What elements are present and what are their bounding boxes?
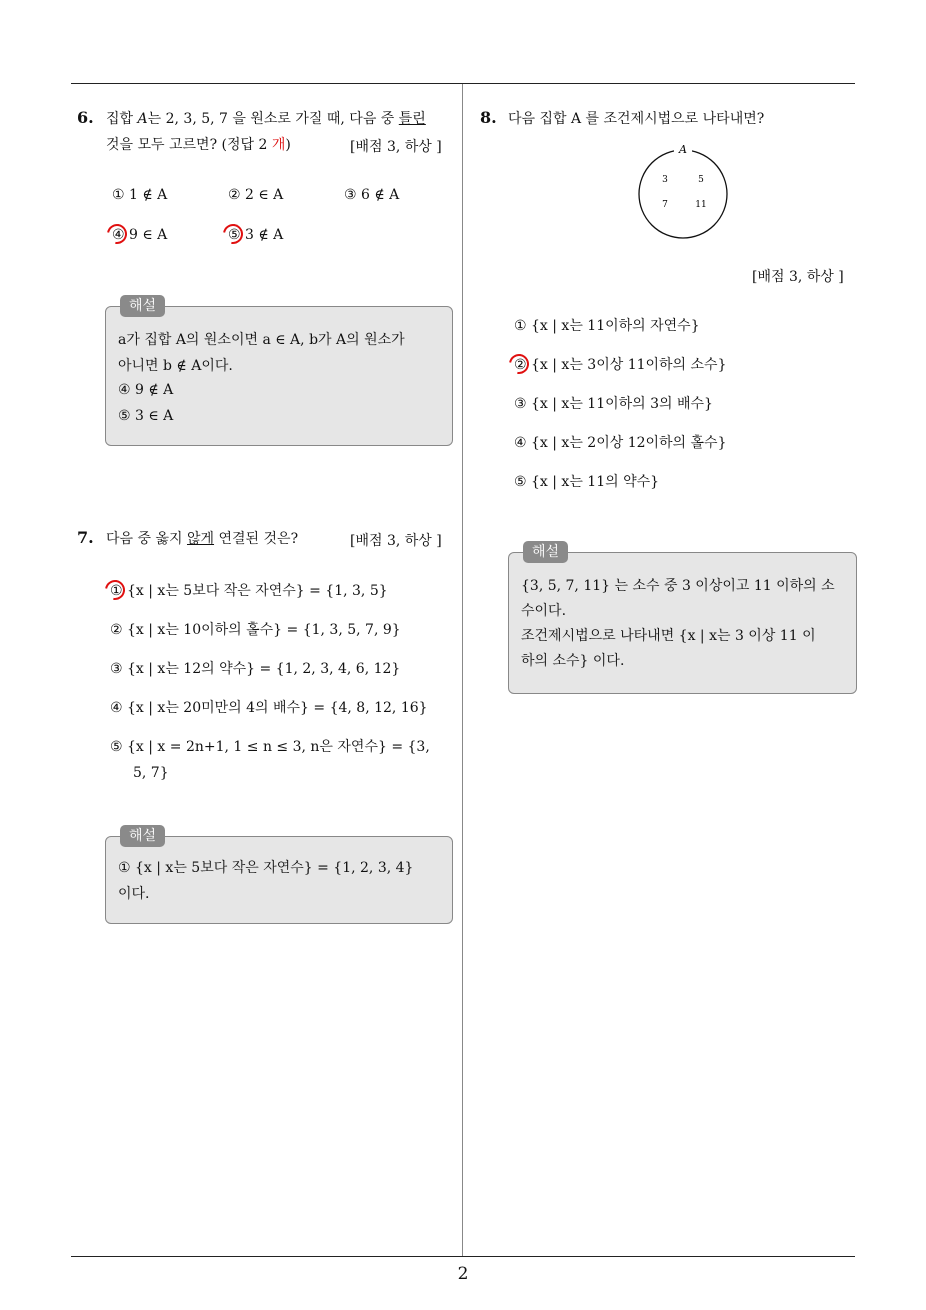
score-label: [배점 3, 하상 ] xyxy=(752,269,844,285)
choice-4[interactable]: ④ {x | x는 20미만의 4의 배수} = {4, 8, 12, 16} xyxy=(110,700,428,716)
choice-2[interactable]: ② {x | x는 3이상 11이하의 소수} xyxy=(514,357,727,373)
choice-4[interactable]: ④ 9 ∈ A xyxy=(112,227,168,243)
solution-line: ① {x | x는 5보다 작은 자연수} = {1, 2, 3, 4} xyxy=(118,860,414,876)
solution-line: 수이다. xyxy=(521,603,567,619)
solution-line: ⑤ 3 ∈ A xyxy=(118,408,174,424)
solution-tag: 해설 xyxy=(523,541,568,563)
set-element: 5 xyxy=(698,175,704,185)
bottom-rule xyxy=(71,1256,855,1257)
choice-5[interactable]: ⑤ {x | x는 11의 약수} xyxy=(514,474,660,490)
choice-3[interactable]: ③ 6 ∉ A xyxy=(344,187,400,203)
solution-line: 이다. xyxy=(118,886,150,902)
page-number: 2 xyxy=(457,1264,469,1284)
solution-line: a가 집합 A의 원소이면 a ∈ A, b가 A의 원소가 xyxy=(118,332,405,348)
question-text-line2: 것을 모두 고르면? (정답 2 개) xyxy=(106,137,291,153)
choice-3[interactable]: ③ {x | x는 12의 약수} = {1, 2, 3, 4, 6, 12} xyxy=(110,661,401,677)
choice-5[interactable]: ⑤ {x | x = 2n+1, 1 ≤ n ≤ 3, n은 자연수} = {3, xyxy=(110,739,430,755)
set-label: A xyxy=(679,143,687,156)
solution-tag: 해설 xyxy=(120,825,165,847)
question-text: 다음 집합 A 를 조건제시법으로 나타내면? xyxy=(508,111,765,127)
set-element: 7 xyxy=(662,200,668,210)
set-circle xyxy=(639,150,727,238)
solution-tag: 해설 xyxy=(120,295,165,317)
solution-line: 아니면 b ∉ A이다. xyxy=(118,358,233,374)
column-divider xyxy=(462,84,463,1256)
solution-line: ④ 9 ∉ A xyxy=(118,382,174,398)
set-element: 3 xyxy=(662,175,668,185)
solution-box xyxy=(105,828,453,924)
question-text-line1: 집합 A는 2, 3, 5, 7 을 원소로 가질 때, 다음 중 틀린 xyxy=(106,111,426,127)
solution-line: {3, 5, 7, 11} 는 소수 중 3 이상이고 11 이하의 소 xyxy=(521,578,835,594)
solution-line: 하의 소수} 이다. xyxy=(521,653,625,669)
choice-2[interactable]: ② 2 ∈ A xyxy=(228,187,284,203)
choice-4[interactable]: ④ {x | x는 2이상 12이하의 홀수} xyxy=(514,435,727,451)
choice-2[interactable]: ② {x | x는 10이하의 홀수} = {1, 3, 5, 7, 9} xyxy=(110,622,401,638)
choice-5[interactable]: ⑤ 3 ∉ A xyxy=(228,227,284,243)
venn-diagram xyxy=(628,138,738,248)
solution-box xyxy=(105,298,453,446)
question-number: 7. xyxy=(77,528,94,547)
question-text: 다음 중 옳지 않게 연결된 것은? xyxy=(106,531,299,547)
top-rule xyxy=(71,83,855,84)
solution-box xyxy=(508,544,857,694)
score-label: [배점 3, 하상 ] xyxy=(350,139,442,155)
choice-3[interactable]: ③ {x | x는 11이하의 3의 배수} xyxy=(514,396,713,412)
question-number: 8. xyxy=(480,108,497,127)
solution-line: 조건제시법으로 나타내면 {x | x는 3 이상 11 이 xyxy=(521,628,816,644)
score-label: [배점 3, 하상 ] xyxy=(350,533,442,549)
choice-1[interactable]: ① {x | x는 5보다 작은 자연수} = {1, 3, 5} xyxy=(110,583,388,599)
choice-5-continued: 5, 7} xyxy=(133,765,169,781)
choice-1[interactable]: ① 1 ∉ A xyxy=(112,187,168,203)
set-element: 11 xyxy=(695,200,707,210)
question-number: 6. xyxy=(77,108,94,127)
choice-1[interactable]: ① {x | x는 11이하의 자연수} xyxy=(514,318,700,334)
